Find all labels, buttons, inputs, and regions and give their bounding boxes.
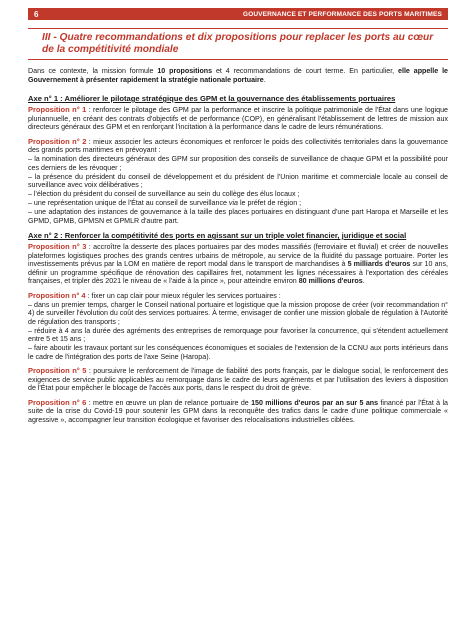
proposition-4 xyxy=(28,292,448,301)
proposition-2-item: – la nomination des directeurs généraux des GPM sur proposition des conseils de surveillance de chaque GPM et la possibilité pour ces derniers de les révoquer ; xyxy=(28,155,448,172)
intro-bold-2: elle appelle le Gouvernement à présenter rapidement la stratégie nationale portuaire xyxy=(28,67,448,84)
page-number: 6 xyxy=(34,9,39,19)
intro-paragraph xyxy=(28,67,448,84)
proposition-3-label: Proposition n° 3 xyxy=(28,242,87,251)
proposition-6 xyxy=(28,399,448,425)
proposition-2-text: : mieux associer les acteurs économiques et renforcer le poids des collectivités territoriales dans la gouvernance des grands ports maritimes en prévoyant : xyxy=(28,137,448,154)
proposition-3-bold-2: 80 millions d'euros xyxy=(298,277,363,285)
proposition-4-item: – faire aboutir les travaux portant sur les conséquences économiques et sociales de l'extension de la CCNU aux ports intérieurs dans le cadre de l'intégration des ports de l'axe Seine (Haropa). xyxy=(28,344,448,361)
proposition-6-bold: 150 millions d'euros par an sur 5 ans xyxy=(251,398,379,407)
proposition-2-item-4-post: le préfet de région ; xyxy=(237,199,302,207)
proposition-3-text-3: . xyxy=(362,277,365,285)
proposition-4-item: – réduire à 4 ans la durée des agréments des entreprises de remorquage pour favoriser la concurrence, qui s'étendent actuellement entre 5 et 15 ans ; xyxy=(28,326,448,343)
axis-1-title: Axe n° 1 : Améliorer le pilotage stratégique des GPM et la gouvernance des établissements portuaires xyxy=(28,94,396,103)
proposition-2-item-4-pre: – une représentation unique de l'État au conseil de surveillance xyxy=(28,199,229,207)
proposition-1-label: Proposition n° 1 xyxy=(28,105,87,114)
proposition-4-label: Proposition n° 4 xyxy=(28,290,86,300)
proposition-5-label: Proposition n° 5 xyxy=(28,366,87,375)
proposition-6-text-1: : mettre en œuvre un plan de relance portuaire de xyxy=(86,398,252,407)
intro-text-2: et 4 recommandations de court terme. En particulier, xyxy=(212,67,399,75)
axis-2-title: Axe n° 2 : Renforcer la compétitivité des ports en agissant sur un triple volet financier, juridique et social xyxy=(28,231,407,240)
proposition-3-text-1: : accroître la desserte des places portuaires par des modes massifiés (ferroviaire et fluvial) et créer de nouvelles plateformes logistiques proches des grands centres urbains de métropole, au service de la fluidité du passage portuaire. Porter les investissements prévus par la LOM en matière de report modal dans le transport de marchandises à xyxy=(28,243,448,268)
proposition-6-label: Proposition n° 6 xyxy=(28,397,87,407)
proposition-2-item: – la présence du président du conseil de développement et du président de l'Union maritime et commerciale locale au conseil de surveillance avec voix délibératives ; xyxy=(28,172,448,189)
proposition-2-item-4-italic: via xyxy=(228,199,238,207)
section-heading-box xyxy=(28,28,448,60)
page-header-bar xyxy=(28,8,448,20)
proposition-4-item: – dans un premier temps, charger le Conseil national portuaire et logistique que la mission propose de créer (voir recommandation n° 4) de surveiller l'évolution du coût des services portuaires. À terme, envisager de confier une mission globale de régulation à l'Autorité de régulation des transports ; xyxy=(28,300,448,326)
proposition-2-item xyxy=(28,199,448,208)
proposition-2-item: – l'élection du président du conseil de surveillance au sein du collège des élus locaux ; xyxy=(28,190,300,198)
document-body xyxy=(28,67,448,430)
proposition-4-text: : fixer un cap clair pour mieux réguler les services portuaires : xyxy=(85,291,281,300)
intro-text-1: Dans ce contexte, la mission formule xyxy=(28,67,158,75)
proposition-5 xyxy=(28,367,448,393)
intro-bold-1: 10 propositions xyxy=(157,67,213,75)
proposition-2-label: Proposition n° 2 xyxy=(28,136,87,146)
proposition-1-text: : renforcer le pilotage des GPM par la performance et inscrire la politique patrimoniale de l'État dans une logique pluriannuelle, en créant des contrats d'objectifs et de performance (COP), en généralisant l'établissement de lettres de mission aux directeurs généraux des GPM et en renforçant l'incitation à la performance dans le cadre de leurs rémunérations. xyxy=(28,106,448,131)
proposition-5-text: : poursuivre le renforcement de l'image de fiabilité des ports français, par le dialogue social, le renforcement des exigences de service public applicables au remorquage dans le cadre de leurs agréments et par l'utilisation des leviers à disposition de l'État pour empêcher le blocage de l'accès aux ports, dans le respect du droit de grève. xyxy=(28,367,448,392)
running-title: GOUVERNANCE ET PERFORMANCE DES PORTS MARITIMES xyxy=(242,10,442,18)
section-title: III - Quatre recommandations et dix propositions pour replacer les ports au cœur de la compétitivité mondiale xyxy=(42,32,434,55)
intro-text-3: . xyxy=(263,75,266,84)
proposition-2 xyxy=(28,138,448,155)
proposition-2-item: – une adaptation des instances de gouvernance à la taille des places portuaires en distinguant d'une part Haropa et Marseille et les GPMD, GPMB, GPMSN et GPMLR d'autre part. xyxy=(28,208,448,225)
proposition-1 xyxy=(28,106,448,132)
proposition-6-text-2: financé par l'État à la suite de la crise du Covid-19 pour soutenir les GPM dans la reconquête des trafics dans le cadre d'une politique commerciale « agressive », accompagner leur transition écologique et favoriser des relocalisations industrielles ciblées. xyxy=(28,398,448,424)
proposition-3-bold-1: 5 milliards d'euros xyxy=(347,260,411,268)
proposition-3 xyxy=(28,243,448,286)
proposition-3-text-2: sur 10 ans, définir un programme spécifique de rénovation des capillaires fret, notamment les lignes nécessaires à l'exportation des céréales françaises, et tripler dès 2021 le niveau de « l'aide à la pince », pour atteindre environ xyxy=(28,260,448,285)
